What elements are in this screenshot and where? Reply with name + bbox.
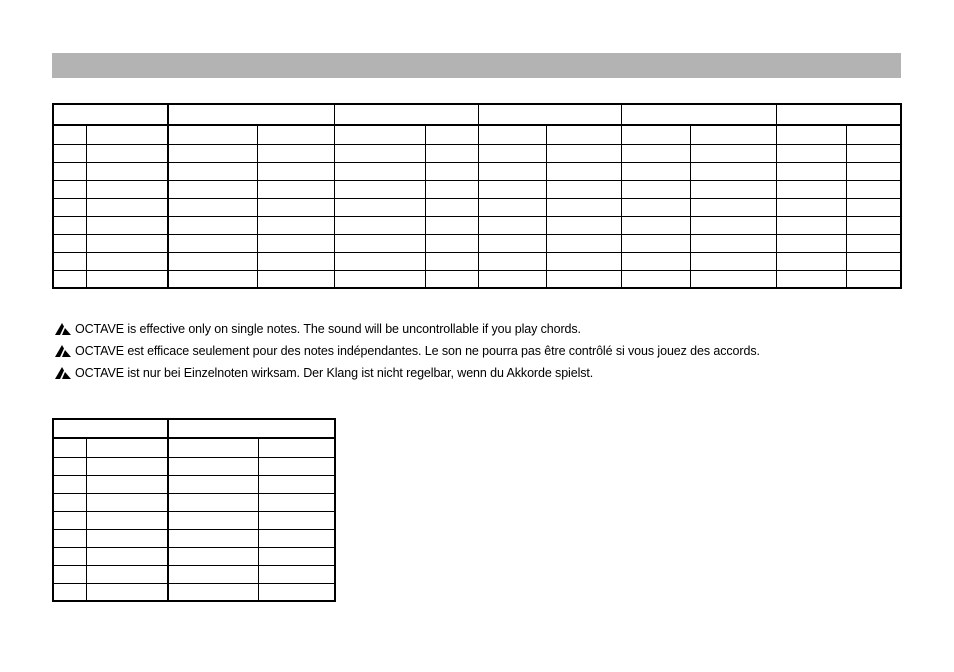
table-row xyxy=(53,547,335,565)
table-cell xyxy=(621,162,690,180)
table-cell xyxy=(776,125,846,144)
table-cell xyxy=(86,493,168,511)
table-cell xyxy=(776,198,846,216)
table-cell xyxy=(168,125,257,144)
table-header-row xyxy=(53,104,901,125)
table-cell xyxy=(478,216,546,234)
table-cell xyxy=(86,270,168,288)
table-row xyxy=(53,529,335,547)
table-cell xyxy=(425,198,478,216)
table-cell xyxy=(53,438,86,457)
table-cell xyxy=(621,125,690,144)
table-row xyxy=(53,565,335,583)
table-cell xyxy=(546,216,621,234)
table-cell xyxy=(53,547,86,565)
table-cell xyxy=(478,125,546,144)
table-cell xyxy=(546,198,621,216)
table-cell xyxy=(846,144,901,162)
table-cell xyxy=(776,234,846,252)
table-cell xyxy=(425,216,478,234)
effect-parameter-table xyxy=(52,103,902,289)
table-cell xyxy=(776,180,846,198)
table-cell xyxy=(53,162,86,180)
table-row xyxy=(53,493,335,511)
table-cell xyxy=(86,529,168,547)
table-cell xyxy=(546,162,621,180)
table-row xyxy=(53,511,335,529)
table-cell xyxy=(168,144,257,162)
section-header-bar xyxy=(52,53,901,78)
table-cell xyxy=(86,475,168,493)
table-cell xyxy=(168,198,257,216)
table-cell xyxy=(776,252,846,270)
caution-notes xyxy=(54,318,914,384)
table-cell xyxy=(846,125,901,144)
header-cell xyxy=(168,104,334,125)
table-cell xyxy=(258,565,335,583)
table-cell xyxy=(53,270,86,288)
table-cell xyxy=(257,252,334,270)
table-cell xyxy=(258,511,335,529)
table-row xyxy=(53,216,901,234)
table-cell xyxy=(257,198,334,216)
table-cell xyxy=(690,252,776,270)
table-cell xyxy=(53,529,86,547)
table-cell xyxy=(168,252,257,270)
table-cell xyxy=(334,216,425,234)
table-cell xyxy=(621,270,690,288)
table-cell xyxy=(258,438,335,457)
table-cell xyxy=(257,125,334,144)
table-cell xyxy=(690,180,776,198)
table-cell xyxy=(53,475,86,493)
caution-note-de xyxy=(54,362,914,384)
table-cell xyxy=(53,125,86,144)
table-cell xyxy=(846,270,901,288)
table-cell xyxy=(258,547,335,565)
table-cell xyxy=(478,144,546,162)
header-cell xyxy=(621,104,776,125)
table-cell xyxy=(53,234,86,252)
table-cell xyxy=(257,234,334,252)
table-row xyxy=(53,162,901,180)
table-cell xyxy=(258,457,335,475)
table-cell xyxy=(86,198,168,216)
table-cell xyxy=(53,493,86,511)
header-cell xyxy=(168,419,335,438)
table-cell xyxy=(53,511,86,529)
table-cell xyxy=(86,234,168,252)
table-cell xyxy=(546,252,621,270)
table-cell xyxy=(776,162,846,180)
table-cell xyxy=(846,234,901,252)
table-cell xyxy=(478,162,546,180)
header-cell xyxy=(334,104,478,125)
table-cell xyxy=(53,216,86,234)
table-cell xyxy=(258,529,335,547)
table-cell xyxy=(86,180,168,198)
table-cell xyxy=(621,180,690,198)
table-cell xyxy=(53,144,86,162)
table-cell xyxy=(690,162,776,180)
table-cell xyxy=(334,252,425,270)
table-cell xyxy=(690,216,776,234)
table-cell xyxy=(478,252,546,270)
table-cell xyxy=(776,216,846,234)
header-cell xyxy=(53,104,168,125)
table-cell xyxy=(425,234,478,252)
table-cell xyxy=(334,180,425,198)
caution-icon xyxy=(54,322,72,336)
table-cell xyxy=(546,144,621,162)
note-text: OCTAVE is effective only on single notes. The sound will be uncontrollable if you play chords. xyxy=(75,322,581,336)
table-cell xyxy=(425,252,478,270)
table-row xyxy=(53,234,901,252)
table-cell xyxy=(846,180,901,198)
table-row xyxy=(53,125,901,144)
table-cell xyxy=(776,270,846,288)
table-row xyxy=(53,438,335,457)
table-cell xyxy=(86,565,168,583)
caution-icon xyxy=(54,344,72,358)
table-cell xyxy=(86,583,168,601)
table-cell xyxy=(546,125,621,144)
table-header-row xyxy=(53,419,335,438)
table-cell xyxy=(846,252,901,270)
table-cell xyxy=(86,547,168,565)
table-row xyxy=(53,270,901,288)
table-row xyxy=(53,457,335,475)
table-cell xyxy=(690,125,776,144)
table-cell xyxy=(621,216,690,234)
table-row xyxy=(53,180,901,198)
table-cell xyxy=(168,583,258,601)
table-cell xyxy=(776,144,846,162)
table-cell xyxy=(168,511,258,529)
table-cell xyxy=(168,457,258,475)
table-cell xyxy=(621,234,690,252)
caution-icon xyxy=(54,366,72,380)
table-row xyxy=(53,198,901,216)
table-cell xyxy=(86,457,168,475)
table-cell xyxy=(86,125,168,144)
small-parameter-table xyxy=(52,418,336,602)
table-cell xyxy=(258,583,335,601)
table-cell xyxy=(168,180,257,198)
table-cell xyxy=(334,270,425,288)
table-cell xyxy=(168,493,258,511)
table-cell xyxy=(257,162,334,180)
table-cell xyxy=(690,234,776,252)
table-cell xyxy=(621,252,690,270)
table-cell xyxy=(846,198,901,216)
table-cell xyxy=(257,144,334,162)
header-cell xyxy=(776,104,901,125)
table-row xyxy=(53,144,901,162)
table-cell xyxy=(168,547,258,565)
table-cell xyxy=(53,457,86,475)
table-cell xyxy=(86,438,168,457)
table-cell xyxy=(478,180,546,198)
table-row xyxy=(53,583,335,601)
table-cell xyxy=(425,162,478,180)
table-cell xyxy=(168,270,257,288)
table-cell xyxy=(168,216,257,234)
table-cell xyxy=(257,216,334,234)
table-cell xyxy=(478,198,546,216)
table-cell xyxy=(334,234,425,252)
table-cell xyxy=(846,162,901,180)
table-cell xyxy=(478,234,546,252)
table-cell xyxy=(334,162,425,180)
caution-note-fr xyxy=(54,340,914,362)
table-cell xyxy=(86,511,168,529)
table-cell xyxy=(257,270,334,288)
table-row xyxy=(53,252,901,270)
table-cell xyxy=(334,125,425,144)
table-cell xyxy=(334,144,425,162)
table-cell xyxy=(86,252,168,270)
table-cell xyxy=(478,270,546,288)
header-cell xyxy=(478,104,621,125)
table-cell xyxy=(53,583,86,601)
table-cell xyxy=(168,565,258,583)
table-cell xyxy=(168,234,257,252)
table-cell xyxy=(621,198,690,216)
table-cell xyxy=(168,475,258,493)
table-cell xyxy=(86,162,168,180)
table-cell xyxy=(425,270,478,288)
table-cell xyxy=(425,125,478,144)
table-cell xyxy=(53,252,86,270)
caution-note-en xyxy=(54,318,914,340)
table-cell xyxy=(53,180,86,198)
table-cell xyxy=(621,144,690,162)
table-cell xyxy=(257,180,334,198)
table-cell xyxy=(546,180,621,198)
table-row xyxy=(53,475,335,493)
table-cell xyxy=(53,565,86,583)
table-cell xyxy=(258,493,335,511)
table-cell xyxy=(546,234,621,252)
header-cell xyxy=(53,419,168,438)
table-cell xyxy=(168,438,258,457)
table-cell xyxy=(425,180,478,198)
table-cell xyxy=(846,216,901,234)
table-cell xyxy=(334,198,425,216)
table-cell xyxy=(425,144,478,162)
note-text: OCTAVE est efficace seulement pour des notes indépendantes. Le son ne pourra pas être contrôlé si vous jouez des accords. xyxy=(75,344,760,358)
table-cell xyxy=(690,270,776,288)
table-cell xyxy=(86,216,168,234)
table-cell xyxy=(690,198,776,216)
table-cell xyxy=(53,198,86,216)
table-cell xyxy=(690,144,776,162)
table-cell xyxy=(86,144,168,162)
table-cell xyxy=(258,475,335,493)
table-cell xyxy=(168,162,257,180)
table-cell xyxy=(546,270,621,288)
table-cell xyxy=(168,529,258,547)
note-text: OCTAVE ist nur bei Einzelnoten wirksam. Der Klang ist nicht regelbar, wenn du Akkorde spielst. xyxy=(75,366,594,380)
